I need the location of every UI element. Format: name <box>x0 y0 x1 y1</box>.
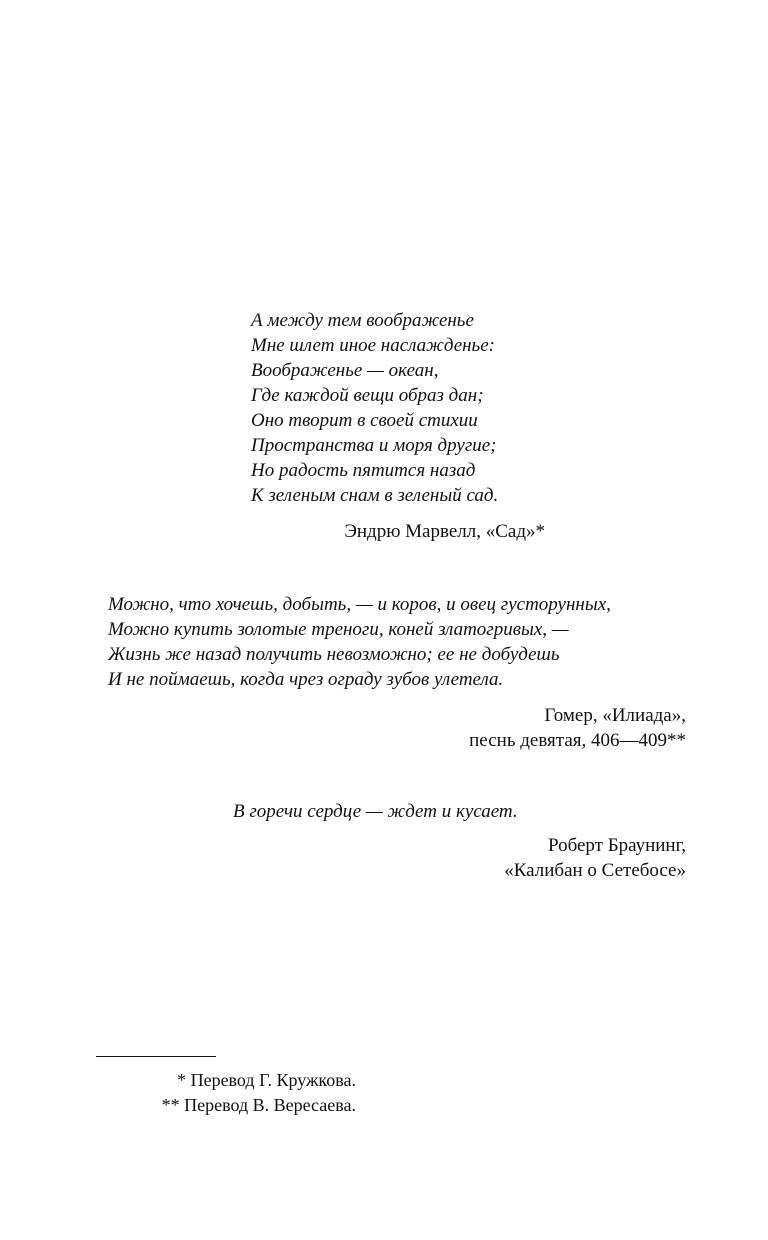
poem-line: Оно творит в своей стихии <box>251 410 478 431</box>
footnote: ** Перевод В. Вересаева. <box>161 1095 356 1115</box>
attribution-line: песнь девятая, 406—409** <box>469 730 686 751</box>
poem-line: И не поймаешь, когда чрез ограду зубов улетела. <box>108 669 504 690</box>
poem-line: Можно, что хочешь, добыть, — и коров, и овец густорунных, <box>108 594 611 615</box>
poem-line: Но радость пятится назад <box>251 460 476 481</box>
poem-line: Воображенье — океан, <box>251 360 439 381</box>
poem-line: Мне шлет иное наслажденье: <box>251 335 495 356</box>
footnote-divider <box>96 1056 216 1057</box>
poem-line: Можно купить золотые треноги, коней златогривых, — <box>108 619 569 640</box>
poem-line: В горечи сердце — ждет и кусает. <box>233 801 518 822</box>
attribution-line: «Калибан о Сетебосе» <box>504 860 686 881</box>
poem-line: Пространства и моря другие; <box>251 435 497 456</box>
poem-line: К зеленым снам в зеленый сад. <box>251 485 499 506</box>
footnote: * Перевод Г. Кружкова. <box>177 1070 356 1090</box>
attribution: Эндрю Марвелл, «Сад»* <box>344 521 545 542</box>
attribution-line: Роберт Браунинг, <box>547 835 686 856</box>
poem-line: Где каждой вещи образ дан; <box>251 385 484 406</box>
poem-line: А между тем воображенье <box>251 310 474 331</box>
poem-line: Жизнь же назад получить невозможно; ее не добудешь <box>108 644 560 665</box>
attribution-line: Гомер, «Илиада», <box>544 705 686 726</box>
